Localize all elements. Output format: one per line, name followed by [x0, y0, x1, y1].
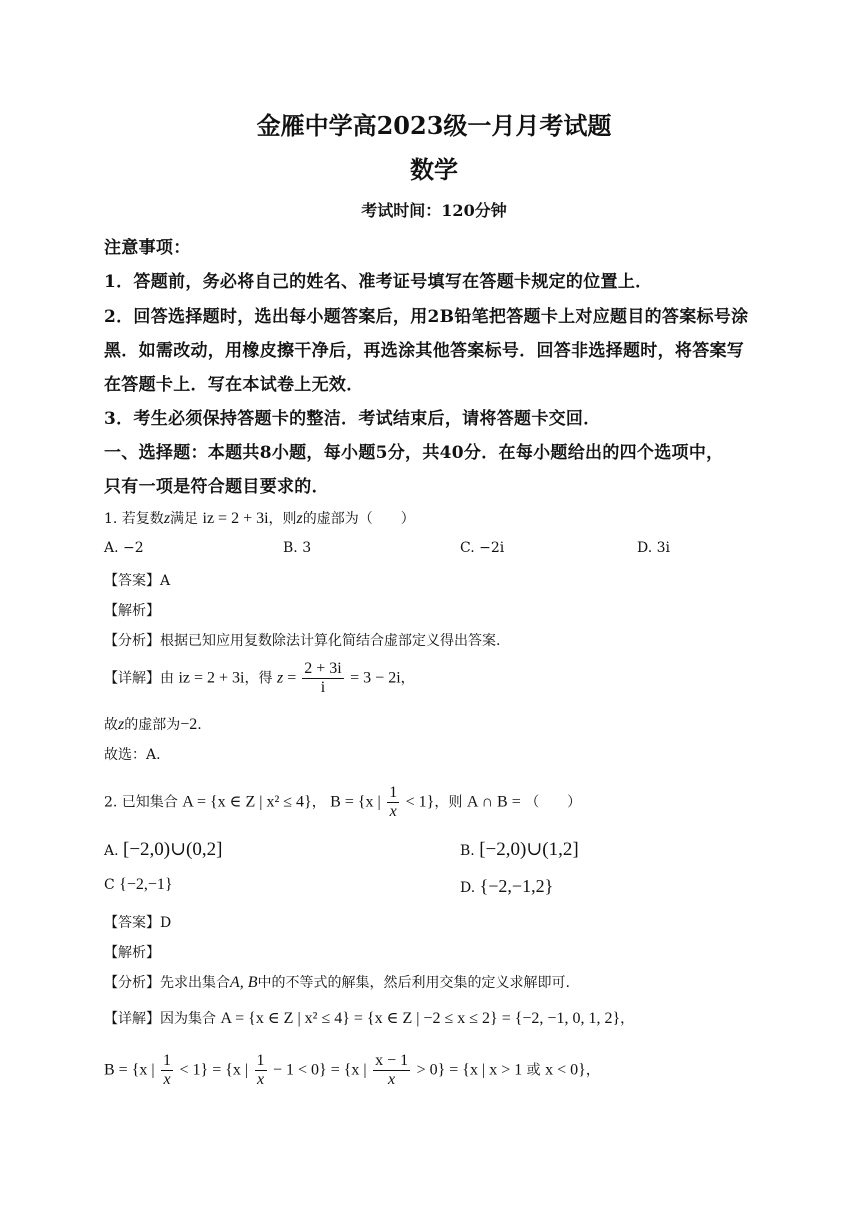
- section-heading-line-2: 只有一项是符合题目要求的．: [104, 477, 329, 497]
- q1-analysis: 【分析】根据已知应用复数除法计算化简结合虚部定义得出答案.: [104, 633, 501, 649]
- q2-set-b-prefix: B = {x |: [330, 793, 381, 811]
- q2-analysis-vars: A, B: [230, 974, 258, 991]
- q2-stem-text-c: （ ）: [525, 794, 582, 811]
- q2-option-d-label: D.: [460, 880, 476, 896]
- q2-option-c-value: {−2,−1}: [119, 876, 173, 893]
- q2-detail-end: ，: [620, 1011, 635, 1027]
- q1-conclusion-end: .: [197, 717, 202, 733]
- q2-set-b-denominator: x: [389, 803, 397, 820]
- q2-deriv-f2-den: x: [256, 1071, 265, 1088]
- q2-detail-eq: A = {x ∈ Z | x² ≤ 4} = {x ∈ Z | −2 ≤ x ≤ 2} = {−2, −1, 0, 1, 2}: [220, 1010, 621, 1027]
- q2-deriv-f2-num: 1: [256, 1052, 265, 1069]
- q1-conclusion-value: −2: [180, 716, 198, 733]
- q1-detail-equals: =: [283, 669, 301, 687]
- q2-option-b-value: [−2,0)∪(1,2]: [479, 839, 579, 860]
- q2-detail-a: 【详解】因为集合: [104, 1011, 216, 1027]
- q1-option-d: D. 3i: [637, 540, 671, 556]
- q2-option-c: [104, 876, 173, 894]
- exam-time: 考试时间：120分钟: [361, 201, 507, 220]
- q2-jiexi: 【解析】: [104, 945, 160, 961]
- q2-intersection: A ∩ B =: [466, 793, 521, 811]
- q2-option-a-label: A.: [104, 843, 119, 859]
- q2-analysis-b: 中的不等式的解集，然后利用交集的定义求解即可.: [257, 975, 570, 991]
- q2-option-a-value: [−2,0)∪(0,2]: [123, 839, 223, 860]
- q2-deriv-fraction-3: [373, 1052, 410, 1089]
- exam-title: 金雁中学高2023级一月月考试题: [256, 111, 612, 140]
- q1-detail-result: = 3 − 2i: [350, 669, 401, 687]
- q2-option-d: [460, 876, 553, 897]
- q1-detail-text-a: 【详解】由: [104, 670, 174, 687]
- q2-option-a: [104, 838, 222, 861]
- q2-sep: ，: [311, 794, 326, 811]
- q1-detail-numerator: 2 + 3i: [304, 660, 342, 677]
- q1-stem-text-d: 的虚部为（ ）: [302, 511, 415, 527]
- q1-stem-text-a: 1. 若复数: [104, 511, 164, 527]
- subject-title: 数学: [410, 155, 458, 184]
- notice-item-3: 3．考生必须保持答题卡的整洁．考试结束后，请将答题卡交回．: [104, 409, 601, 429]
- q2-deriv-mid-3: > 0} = {x | x > 1: [416, 1061, 523, 1079]
- q2-deriv-f1-num: 1: [163, 1052, 172, 1069]
- q2-deriv-mid-1: < 1} = {x |: [179, 1061, 249, 1079]
- q1-conclusion: [104, 714, 202, 734]
- q2-deriv-end: ，: [585, 1062, 600, 1079]
- q1-equation: iz = 2 + 3i: [202, 510, 269, 527]
- q2-set-b-numerator: 1: [389, 784, 398, 801]
- q1-var: z: [163, 510, 171, 527]
- q2-option-d-value: {−2,−1,2}: [479, 876, 554, 896]
- q2-deriv-mid-2: − 1 < 0} = {x |: [273, 1061, 367, 1079]
- notice-item-1: 1．答题前，务必将自己的姓名、准考证号填写在答题卡规定的位置上．: [104, 272, 653, 292]
- q1-detail-eq: iz = 2 + 3i: [178, 669, 245, 687]
- q2-option-b: [460, 838, 579, 861]
- q1-stem-text-c: ，则: [268, 511, 297, 527]
- q2-deriv-mid-4: x < 0}: [545, 1061, 586, 1079]
- q1-detail-fraction: [302, 660, 343, 697]
- q2-answer: 【答案】D: [104, 915, 172, 931]
- q1-option-b: B. 3: [283, 540, 312, 556]
- q2-deriv-or: 或: [526, 1062, 541, 1079]
- q2-deriv-prefix: B = {x |: [104, 1061, 155, 1079]
- q2-deriv-fraction-1: [161, 1052, 173, 1089]
- q2-stem: [104, 784, 581, 821]
- q1-detail-end: ，: [400, 670, 415, 687]
- notice-item-2-line-3: 在答题卡上．写在本试卷上无效．: [104, 375, 364, 395]
- q1-stem: [104, 508, 415, 528]
- q2-option-c-label: C: [104, 877, 115, 893]
- q1-jiexi: 【解析】: [104, 603, 160, 619]
- q2-detail: [104, 1008, 634, 1028]
- q2-stem-text-b: ，则: [434, 794, 463, 811]
- q2-analysis-a: 【分析】先求出集合: [104, 975, 230, 991]
- q1-var-2: z: [296, 510, 303, 527]
- q1-option-c: C. −2i: [460, 540, 505, 556]
- q1-conclusion-b: 的虚部为: [124, 717, 181, 733]
- q1-option-a: A. −2: [104, 540, 144, 556]
- q1-stem-text-b: 满足: [170, 511, 199, 527]
- q2-deriv-f1-den: x: [163, 1071, 171, 1088]
- q2-set-b-fraction: [387, 784, 399, 821]
- q2-deriv-fraction-2: [255, 1052, 267, 1089]
- q2-option-b-label: B.: [460, 843, 475, 859]
- q2-set-b-suffix: < 1}: [405, 793, 435, 811]
- q1-conclusion-var: z: [118, 716, 125, 733]
- q1-answer: 【答案】A: [104, 573, 171, 589]
- section-heading-line-1: 一、选择题：本题共8小题，每小题5分，共40分．在每小题给出的四个选项中，: [104, 443, 724, 463]
- q1-conclusion-a: 故: [104, 717, 118, 733]
- q2-deriv-f3-num: x − 1: [375, 1052, 409, 1069]
- notice-item-2-line-2: 黑．如需改动，用橡皮擦干净后，再选涂其他答案标号．回答非选择题时，将答案写: [104, 341, 745, 361]
- q1-choice: 故选：A.: [104, 747, 161, 763]
- q2-deriv-f3-den: x: [388, 1071, 396, 1088]
- q1-detail-var: z: [276, 669, 284, 687]
- notice-item-2-line-1: 2．回答选择题时，选出每小题答案后，用2B铅笔把答题卡上对应题目的答案标号涂: [104, 307, 749, 327]
- q1-detail: [104, 660, 415, 697]
- q1-detail-text-b: ，得: [244, 670, 273, 687]
- q2-analysis: [104, 972, 570, 992]
- q1-detail-denominator: i: [320, 679, 326, 696]
- q2-stem-text-a: 2. 已知集合: [104, 794, 178, 811]
- q2-set-a: A = {x ∈ Z | x² ≤ 4}: [182, 793, 312, 811]
- notice-heading: 注意事项：: [104, 238, 191, 258]
- q2-set-b-derivation: [104, 1052, 600, 1089]
